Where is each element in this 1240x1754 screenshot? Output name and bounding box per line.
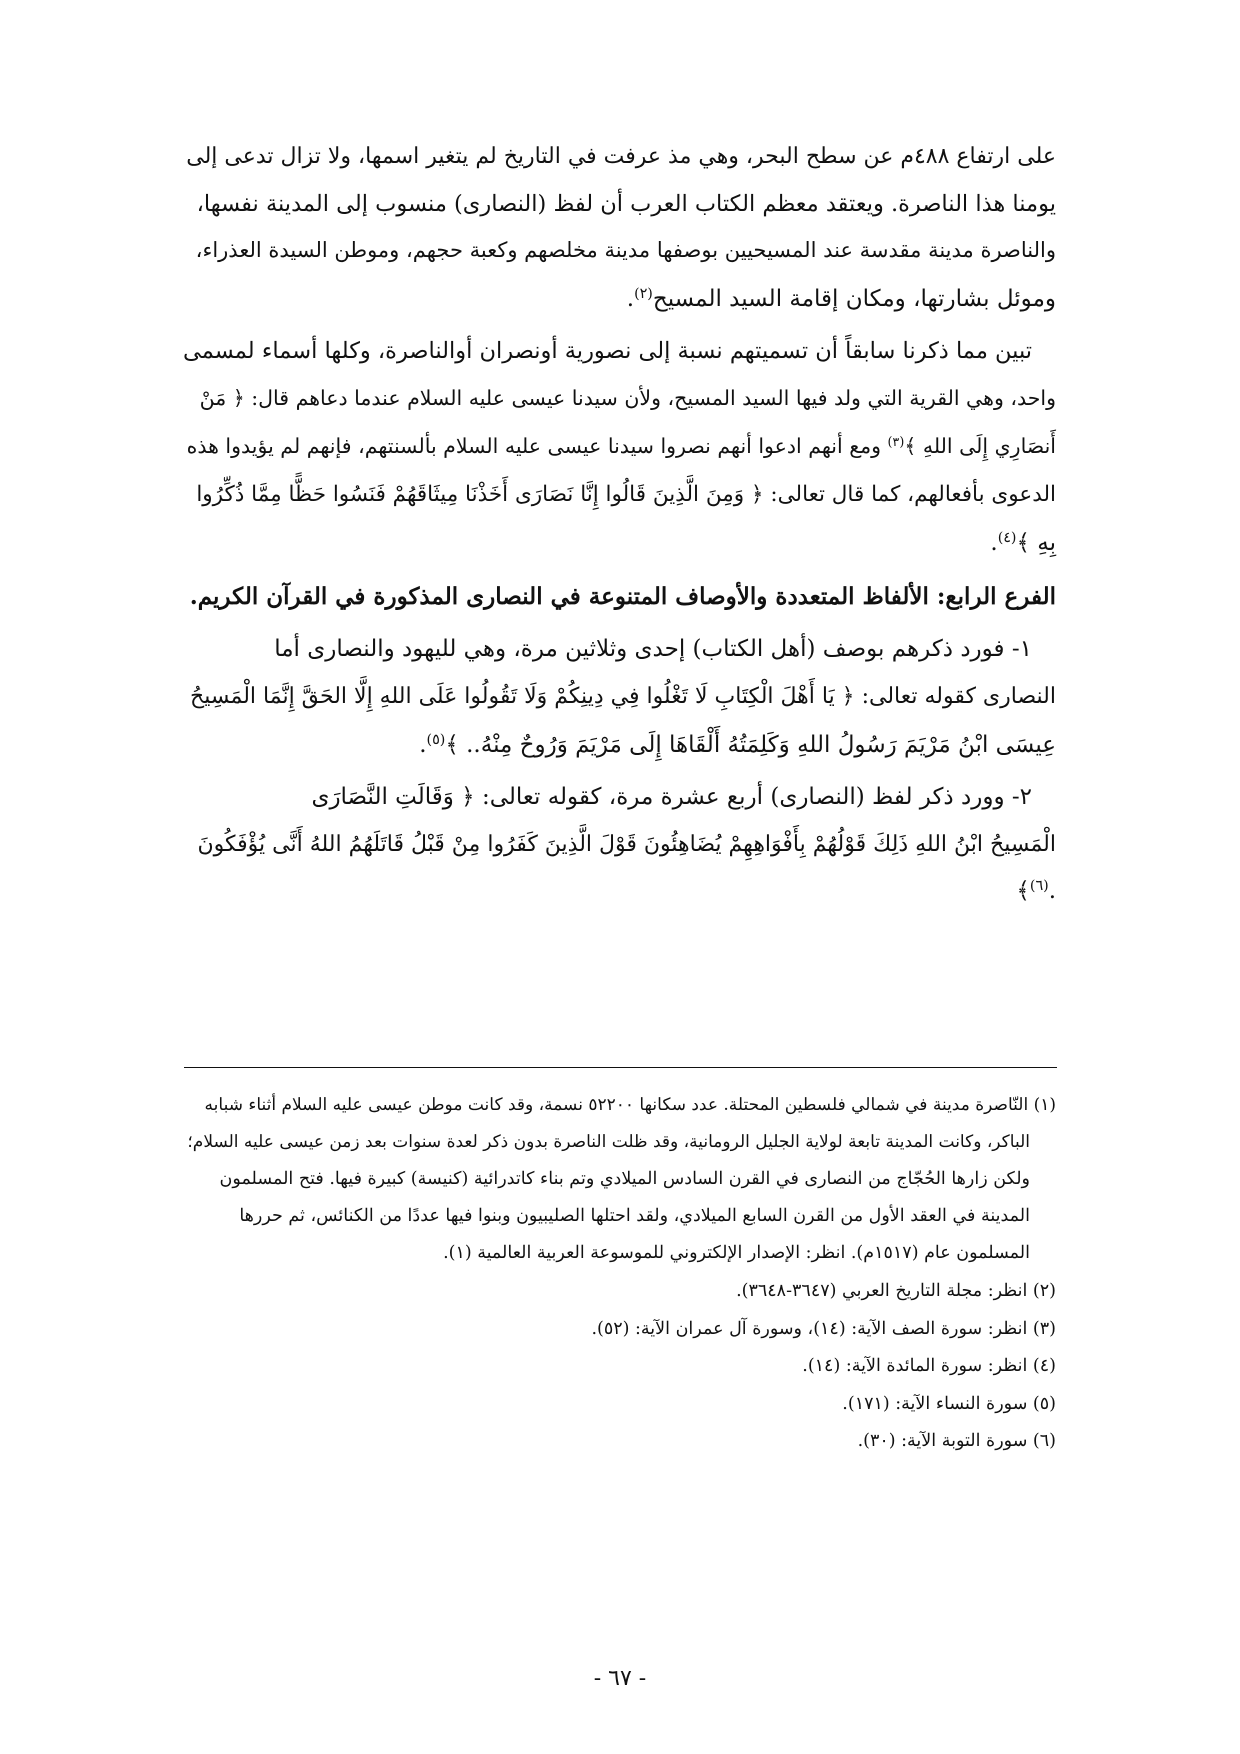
body-line: تبين مما ذكرنا سابقاً أن تسميتهم نسبة إلى نصورية أونصران أوالناصرة، وكلها أسماء لمسمى <box>182 338 1032 364</box>
body-line: الدعوى بأفعالهم، كما قال تعالى: ﴿ وَمِنَ الَّذِينَ قَالُوا إِنَّا نَصَارَى أَخَذْنَا مِيثَاقَهُمْ فَنَسُوا حَظًّا مِمَّا ذُكِّرُوا <box>196 482 1056 507</box>
body-line: بِهِ ﴾$^{(٤)}$. <box>990 530 1056 556</box>
body-line: والناصرة مدينة مقدسة عند المسيحيين بوصفها مدينة مخلصهم وكعبة حجهم، وموطن السيدة العذراء، <box>195 238 1056 262</box>
body-line: ١- فورد ذكرهم بوصف (أهل الكتاب) إحدى وثلاثين مرة، وهي لليهود والنصارى أما <box>274 636 1032 662</box>
body-line: النصارى كقوله تعالى: ﴿ يَا أَهْلَ الْكِتَابِ لَا تَغْلُوا فِي دِينِكُمْ وَلَا تَقُولُوا عَلَى اللهِ إِلَّا الحَقَّ إِنَّمَا الْمَسِيحُ <box>190 684 1056 709</box>
section-heading: الفرع الرابع: الألفاظ المتعددة والأوصاف المتنوعة في النصارى المذكورة في القرآن الكريم. <box>189 583 1056 610</box>
footnote-line: (١) النّاصرة مدينة في شمالي فلسطين المحتلة. عدد سكانها ٥٢٢٠٠ نسمة، وقد كانت موطن عيسى عليه السلام أثناء شبابه <box>204 1095 1056 1115</box>
body-line: على ارتفاع ٤٨٨م عن سطح البحر، وهي مذ عرفت في التاريخ لم يتغير اسمها، ولا تزال تدعى إلى <box>186 144 1056 169</box>
body-line: ﴾$^{(٦)}$. <box>1016 878 1056 904</box>
body-line: عِيسَى ابْنُ مَرْيَمَ رَسُولُ اللهِ وَكَلِمَتُهُ أَلْقَاهَا إِلَى مَرْيَمَ وَرُوحٌ مِنْهُ.. ﴾$^{(٥)}$. <box>419 732 1056 758</box>
footnote-ref[interactable]: (٦) <box>1029 878 1049 895</box>
footnote-ref[interactable]: (٢) <box>634 286 653 303</box>
page-number: - ٦٧ - <box>593 1666 647 1691</box>
footnote-ref[interactable]: (٥) <box>426 732 446 749</box>
footnote-line: الباكر، وكانت المدينة تابعة لولاية الجليل الرومانية، وقد ظلت الناصرة بدون ذكر لعدة سنوات بعد زمن عيسى عليه السلام؛ <box>187 1132 1030 1152</box>
footnote-line: (٤) انظر: سورة المائدة الآية: (١٤). <box>802 1356 1056 1376</box>
body-line: الْمَسِيحُ ابْنُ اللهِ ذَلِكَ قَوْلُهُمْ بِأَفْوَاهِهِمْ يُضَاهِئُونَ قَوْلَ الَّذِينَ كَفَرُوا مِنْ قَبْلُ قَاتَلَهُمُ اللهُ أَنَّى يُؤْفَكُونَ <box>197 832 1056 857</box>
body-line: يومنا هذا الناصرة. ويعتقد معظم الكتاب العرب أن لفظ (النصارى) منسوب إلى المدينة نفسها، <box>196 191 1056 217</box>
footnote-line: (٥) سورة النساء الآية: (١٧١). <box>842 1394 1056 1414</box>
footnote-line: المدينة في العقد الأول من القرن السابع الميلادي، ولقد احتلها الصليبيون وبنوا فيها عددًا من الكنائس، ثم حررها <box>239 1206 1030 1226</box>
footnote-ref[interactable]: (٣) <box>887 434 905 450</box>
body-line: وموئل بشارتها، ومكان إقامة السيد المسيح$^{(٢)}$. <box>626 286 1056 312</box>
footnote-line: المسلمون عام (١٥١٧م). انظر: الإصدار الإلكتروني للموسوعة العربية العالمية (١). <box>443 1243 1030 1263</box>
body-line: أَنصَارِي إِلَى اللهِ ﴾$^{(٣)}$ ومع أنهم ادعوا أنهم نصروا سيدنا عيسى عليه السلام بألسنتهم، فإنهم لم يؤيدوا هذه <box>186 434 1056 458</box>
body-line: واحد، وهي القرية التي ولد فيها السيد المسيح، ولأن سيدنا عيسى عليه السلام عندما دعاهم قال: ﴿ مَنْ <box>199 386 1056 410</box>
footnote-line: (٦) سورة التوبة الآية: (٣٠). <box>857 1431 1056 1451</box>
footnote-line: (٣) انظر: سورة الصف الآية: (١٤)، وسورة آل عمران الآية: (٥٢). <box>591 1319 1056 1339</box>
body-line: ٢- وورد ذكر لفظ (النصارى) أربع عشرة مرة، كقوله تعالى: ﴿ وَقَالَتِ النَّصَارَى <box>311 784 1032 810</box>
footnote-line: ولكن زارها الحُجّاج من النصارى في القرن السادس الميلادي وتم بناء كاتدرائية (كنيسة) كبيرة فيها. فتح المسلمون <box>219 1169 1030 1189</box>
footnote-separator <box>184 1067 1057 1068</box>
footnote-line: (٢) انظر: مجلة التاريخ العربي (٣٦٤٧-٣٦٤٨). <box>736 1281 1056 1301</box>
footnote-ref[interactable]: (٤) <box>997 530 1017 547</box>
